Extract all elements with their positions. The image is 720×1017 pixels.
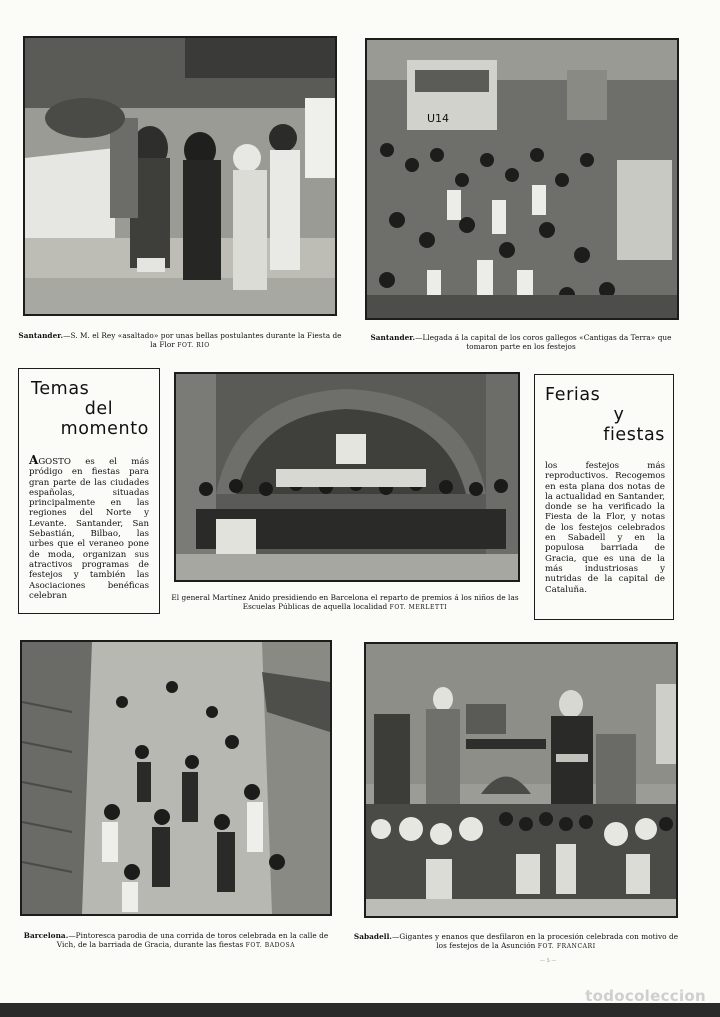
caption-barcelona-premios	[164, 594, 526, 612]
box-title: del	[84, 399, 114, 419]
caption-place: Barcelona.	[23, 931, 69, 940]
caption-text: —S. M. el Rey «asaltado» por unas bellas postulantes durante la Fiesta de la Flor	[63, 331, 342, 349]
caption-santander-coros	[360, 334, 682, 351]
page-bottom-edge	[0, 1003, 720, 1017]
photo-sabadell-gigantes	[364, 642, 678, 918]
caption-santander-rey	[18, 332, 342, 350]
watermark-logo: todocoleccion	[585, 987, 706, 1005]
caption-text: —Gigantes y enanos que desfilaron en la procesión celebrada con motivo de los festejos de la Asunción	[392, 932, 679, 950]
article-text: GOSTO es el más pródigo en fiestas para gran parte de las ciudades españolas, situadas principalmente en las regiones del Norte y Levante. Santander, San Sebastián, Bilbao, las urbes que el veraneo pone de moda, organizan sus atractivos programas de festejos y también las Asociaciones benéficas celebran	[29, 457, 149, 601]
tram-number: U14	[427, 112, 450, 125]
photo-credit: FOT. FRANCARI	[537, 942, 596, 950]
caption-place: Santander.	[18, 331, 64, 340]
box-title: Ferias	[545, 385, 601, 405]
caption-place: Santander.	[370, 333, 416, 342]
caption-text: —Llegada á la capital de los coros gallegos «Cantigas da Terra» que tomaron parte en los festejos	[415, 333, 672, 351]
caption-place: Sabadell.	[353, 932, 393, 941]
box-title: momento	[60, 419, 149, 439]
caption-sabadell-gigantes	[352, 933, 680, 951]
article-body	[29, 455, 149, 601]
photo-barcelona-toros	[20, 640, 332, 916]
text-box-temas-del-momento	[18, 368, 160, 614]
drop-cap: A	[29, 453, 39, 467]
box-title: fiestas	[603, 425, 665, 445]
caption-barcelona-toros	[16, 932, 336, 950]
photo-credit: FOT. MERLETTI	[389, 603, 448, 611]
text-box-ferias-y-fiestas	[534, 374, 674, 620]
photo-santander-rey	[23, 36, 337, 316]
photo-credit: FOT. RIO	[177, 341, 210, 349]
photo-santander-coros	[365, 38, 679, 320]
box-title: y	[613, 405, 625, 425]
photo-credit: FOT. BADOSA	[245, 941, 296, 949]
caption-text: —Pintoresca parodia de una corrida de toros celebrada en la calle de Vich, de la barriada de Gracia, durante las fiestas	[56, 931, 329, 949]
caption-text: El general Martínez Anido presidiendo en Barcelona el reparto de premios á los niños de las Escuelas Públicas de aquella localidad	[171, 593, 519, 611]
box-title: Temas	[31, 379, 90, 399]
page-number: — 5 —	[540, 958, 557, 964]
photo-barcelona-premios	[174, 372, 520, 582]
article-body: los festejos más reproductivos. Recogemos en esta plana dos notas de la actualidad en Santander, donde se ha verificado la Fiesta de la Flor, y notas de los festejos celebrados en Sabadell y en la populosa barriada de Gracia, que es una de la más industriosas y nutridas de la capital de Cataluña.	[545, 461, 665, 595]
